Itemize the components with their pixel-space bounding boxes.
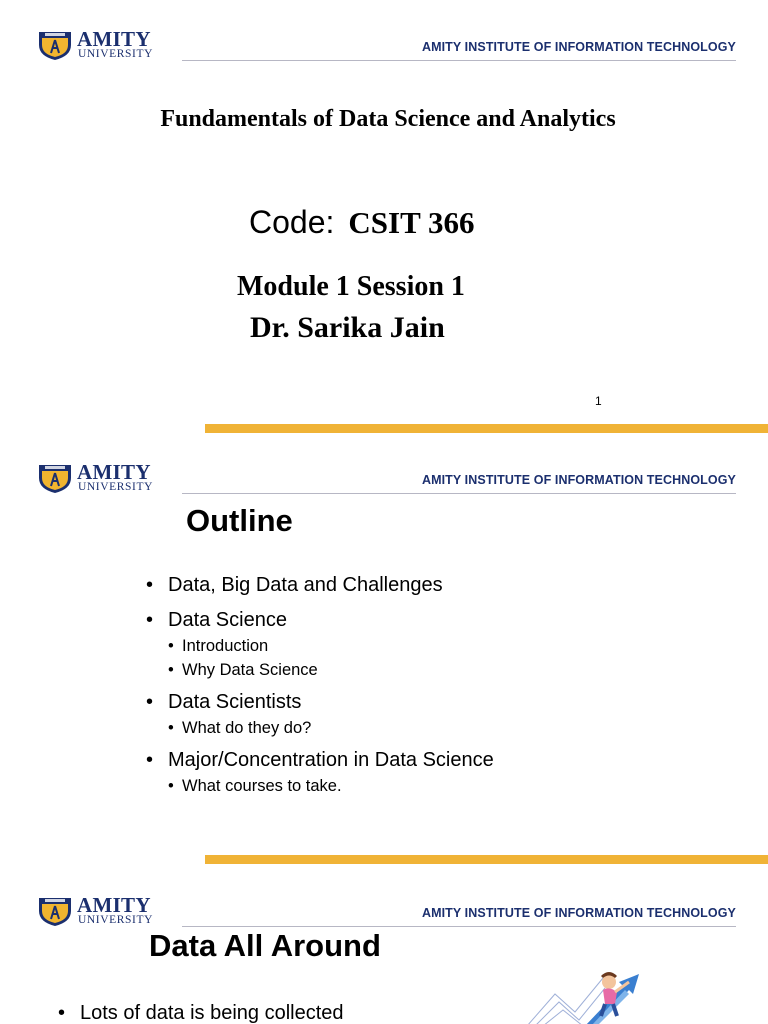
amity-shield-icon [37, 895, 73, 927]
course-code [249, 204, 474, 241]
outline-subitem: • What courses to take. [168, 776, 494, 796]
outline-item: • Data, Big Data and Challenges [146, 573, 494, 597]
code-label: Code: [249, 204, 335, 240]
footer-bar [205, 855, 768, 864]
institute-name: AMITY INSTITUTE OF INFORMATION TECHNOLOGY [421, 40, 736, 54]
header-divider [182, 926, 736, 927]
outline-item: • Data Scientists [146, 690, 494, 714]
outline-subitem: • What do they do? [168, 718, 494, 738]
logo-subtitle: UNIVERSITY [78, 914, 153, 926]
outline-slide [0, 433, 768, 866]
growth-chart-clipart [525, 964, 655, 1024]
header-divider [182, 60, 736, 61]
institute-name: AMITY INSTITUTE OF INFORMATION TECHNOLOGY [421, 473, 736, 487]
logo-wordmark: AMITY [77, 460, 151, 484]
footer-bar [205, 424, 768, 433]
slide-title: Data All Around [149, 928, 381, 963]
bullet-item: • Lots of data is being collected [58, 1001, 344, 1024]
module-session: Module 1 Session 1 [237, 271, 465, 302]
logo-subtitle: UNIVERSITY [78, 481, 153, 493]
outline-subitem: • Why Data Science [168, 660, 494, 680]
logo-wordmark: AMITY [77, 27, 151, 51]
logo-subtitle: UNIVERSITY [78, 48, 153, 60]
outline-subitems [168, 776, 494, 796]
amity-shield-icon [37, 462, 73, 494]
amity-logo [37, 895, 177, 931]
slide-title: Outline [186, 503, 293, 538]
outline-subitems [168, 636, 494, 680]
page-number: 1 [595, 394, 602, 408]
amity-logo [37, 29, 177, 65]
amity-logo [37, 462, 177, 498]
code-value: CSIT 366 [348, 205, 475, 240]
title-slide [0, 0, 768, 433]
outline-item: • Major/Concentration in Data Science [146, 748, 494, 772]
institute-name: AMITY INSTITUTE OF INFORMATION TECHNOLOGY [421, 906, 736, 920]
outline-list [146, 573, 494, 806]
outline-subitem: • Introduction [168, 636, 494, 656]
outline-item: • Data Science [146, 608, 494, 632]
author-name: Dr. Sarika Jain [250, 311, 445, 344]
logo-wordmark: AMITY [77, 893, 151, 917]
data-all-around-slide [0, 866, 768, 1024]
header-divider [182, 493, 736, 494]
outline-subitems [168, 718, 494, 738]
amity-shield-icon [37, 29, 73, 61]
course-title: Fundamentals of Data Science and Analytics [160, 106, 616, 132]
